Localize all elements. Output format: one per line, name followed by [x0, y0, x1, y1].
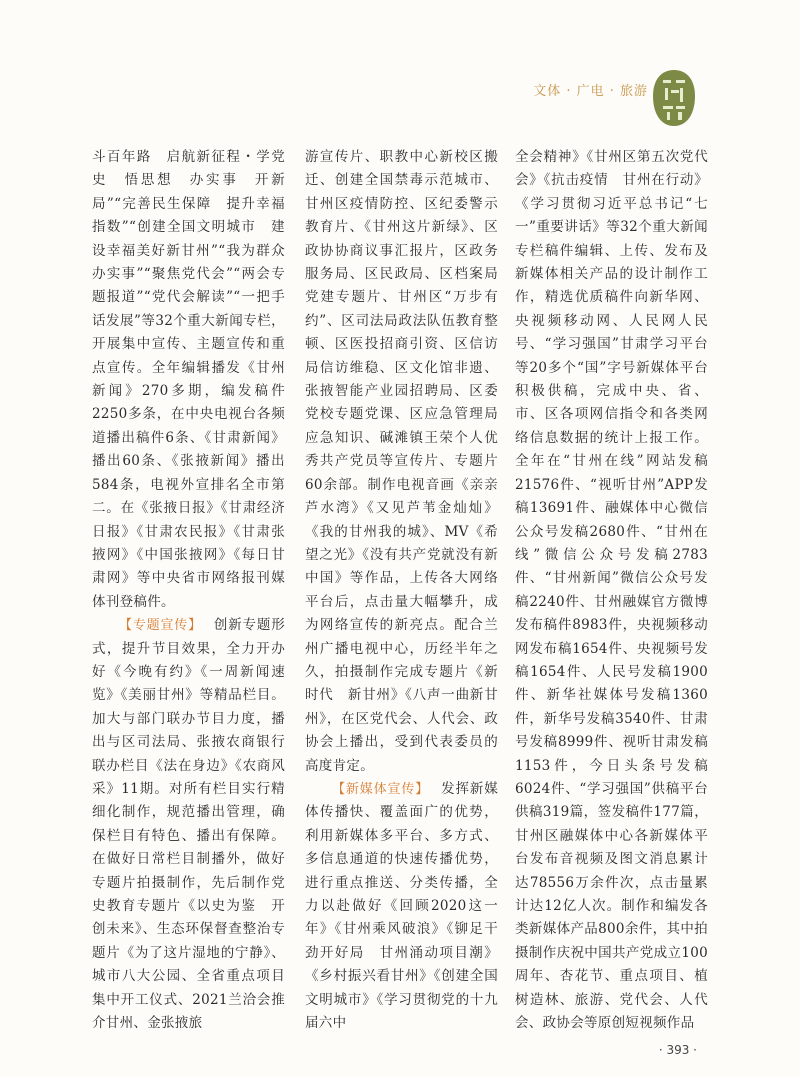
paragraph: 全会精神》《甘州区第五次党代会》《抗击疫情 甘州在行动》《学习贯彻习近平总书记“七一”重要讲话》等32个重大新闻专栏稿件编辑、上传、发布及新媒体相关产品的设计制作工作，精选优质稿件向新华网、央视频移动网、人民网人民号、“学习强国”甘肃学习平台等20多个“国”字号新媒体平台积极供稿，完成中央、省、市、区各项网信指令和各类网络信息数据的统计上报工作。全年在“甘州在线”网站发稿21576件、“视听甘州”APP发稿13691件、融媒体中心微信公众号发稿2680件、“甘州在线”微信公众号发稿2783件、“甘州新闻”微信公众号发稿2240件、甘州融媒官方微博发布稿件8983件，央视频移动网发布稿1654件、央视频号发稿1654件、人民号发稿1900件、新华社媒体号发稿1360件，新华号发稿3540件、甘肃号发稿8999件、视听甘肃发稿1153件，今日头条号发稿6024件、“学习强国”供稿平台供稿319篇，签发稿件177篇，甘州区融媒体中心各新媒体平台发布音视频及图文消息累计达78556万余件次，点击量累计达12亿人次。制作和编发各类新媒体产品800余件，其中拍摄制作庆祝中国共产党成立100周年、杏花节、重点项目、植树造林、旅游、党代会、人代会、政协会等原创短视频作品: [515, 149, 708, 1032]
paragraph: 游宣传片、职教中心新校区搬迁、创建全国禁毒示范城市、甘州区疫情防控、区纪委警示教育片、《甘州这片新绿》、区政协协商议事汇报片，区政务服务局、区民政局、区档案局党建专题片、甘州区“万步有约”、区司法局政法队伍教育整顿、区医投招商引资、区信访局信访维稳、区文化馆非遗、张掖智能产业园招聘局、区委党校专题党课、区应急管理局应急知识、碱滩镇王荣个人优秀共产党员等宣传片、专题片60余部。制作电视音画《亲亲芦水湾》《又见芦苇金灿灿》《我的甘州我的城》、MV《希望之光》《没有共产党就没有新中国》等作品，上传各大网络平台后，点击量大幅攀升，成为网络宣传的新亮点。配合兰州广播电视中心，历经半年之久，拍摄制作完成专题片《新时代 新甘州》《八声一曲新甘州》，在区党代会、人代会、政协会上播出，受到代表委员的高度肯定。: [305, 149, 498, 774]
section-text: 创新专题形式，提升节目效果，全力开办好《今晚有约》《一周新闻速览》《美丽甘州》等精品栏目。加大与部门联办节目力度，播出与区司法局、张掖农商银行联办栏目《法在身边》《农商风采》11期。对所有栏目实行精细化制作，规范播出管理，确保栏目有特色、播出有保障。在做好日常栏目制播外，做好专题片拍摄制作，先后制作党史教育专题片《以史为鉴 开创未来》、生态环保督查整治专题片《为了这片湿地的宁静》、城市八大公园、全省重点项目集中开工仪式、2021兰洽会推介甘州、金张掖旅: [92, 617, 285, 1032]
text-column-3: [515, 146, 708, 1035]
page-number: · 393 ·: [658, 1043, 697, 1057]
paragraph: 斗百年路 启航新征程・学党史 悟思想 办实事 开新局”“完善民生保障 提升幸福指数”“创建全国文明城市 建设幸福美好新甘州”“我为群众办实事”“聚焦党代会”“两会专题报道”“党代会解读”“一把手话发展”等32个重大新闻专栏，开展集中宣传、主题宣传和重点宣传。全年编辑播发《甘州新闻》270多期，编发稿件2250多条，在中央电视台各频道播出稿件6条、《甘肃新闻》播出60条、《张掖新闻》播出584条，电视外宣排名全市第二。在《张掖日报》《甘肃经济日报》《甘肃农民报》《甘肃张掖网》《中国张掖网》《每日甘肃网》等中央省市网络报刊媒体刊登稿件。: [92, 149, 285, 610]
section-text: 发挥新媒体传播快、覆盖面广的优势，利用新媒体多平台、多方式、多信息通道的快速传播优势，进行重点推送、分类传播，全力以赴做好《回顾2020这一年》《甘州乘风破浪》《铆足干劲开好局 甘州涌动项目潮》《乡村振兴看甘州》《创建全国文明城市》《学习贯彻党的十九届六中: [305, 780, 498, 1032]
section-title-special-topics: 【专题宣传】: [119, 618, 202, 634]
section-title-new-media: 【新媒体宣传】: [332, 781, 430, 797]
seal-stamp-icon: [651, 68, 697, 128]
section-header: 文体 · 广电 · 旅游: [533, 84, 648, 99]
paragraph-new-media: [305, 778, 498, 1035]
text-column-2: [305, 146, 498, 1035]
paragraph-special-topics: [92, 614, 285, 1035]
text-column-1: [92, 146, 285, 1035]
